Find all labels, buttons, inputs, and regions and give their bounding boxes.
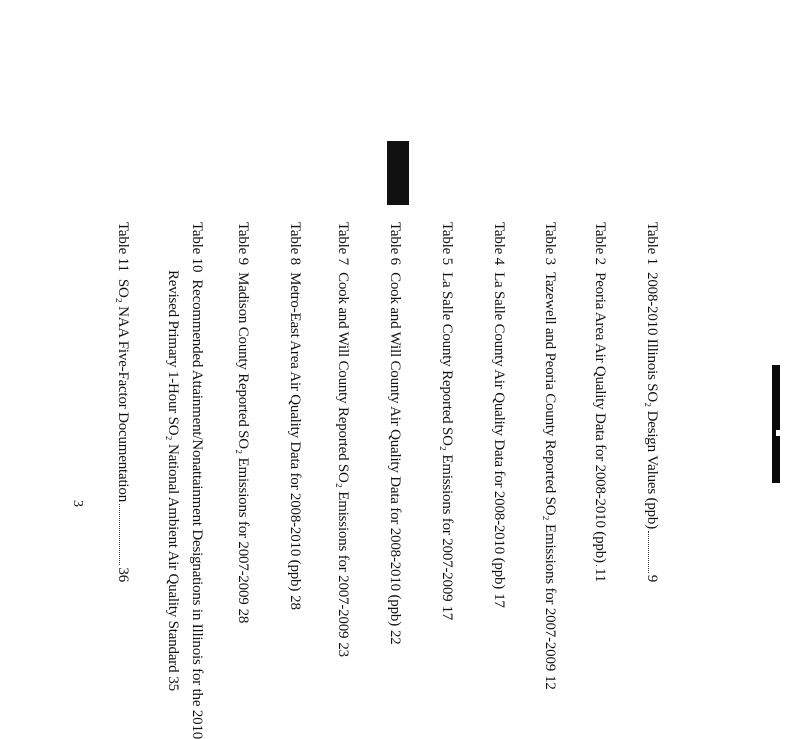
toc-entry-table-10-line1 [187,222,207,739]
toc-entry-table-8 [285,222,305,610]
entry-title-line2: Revised Primary 1-Hour SO₂ National Ambient Air Quality Standard [165,270,181,673]
entry-page: 17 [439,605,455,621]
entry-page: 17 [491,593,507,608]
page-number: 3 [70,500,85,507]
entry-label: Table 8 [287,222,303,265]
dot-leader [648,531,661,573]
toc-entry-table-11 [113,222,133,582]
entry-title: SO₂ NAA Five-Factor Documentation [115,278,131,502]
entry-label: Table 2 [592,222,608,265]
toc-entry-table-2 [590,222,610,582]
entry-title: Madison County Reported SO₂ Emissions for 2007-2009 [235,272,251,605]
entry-label: Table 10 [189,222,205,273]
toc-entry-table-3 [540,222,560,690]
entry-title-line1: Recommended Attainment/Nonattainment Designations in Illinois for the 2010 [189,279,205,739]
entry-page: 23 [335,642,351,657]
entry-page: 28 [287,595,303,610]
entry-page: 22 [387,630,403,645]
toc-entry-table-4 [489,222,509,608]
entry-title: La Salle County Reported SO₂ Emissions for 2007-2009 [439,272,455,602]
entry-title: Tazewell and Peoria County Reported SO₂ Emissions for 2007-2009 [542,272,558,672]
toc-entry-table-10-line2 [163,270,183,691]
entry-label: Table 5 [439,222,455,265]
entry-page: 12 [542,675,558,690]
entry-page: 36 [115,567,131,582]
entry-label: Table 11 [115,222,131,272]
entry-page: 9 [644,574,660,582]
entry-label: Table 7 [335,222,351,265]
entry-title: Peoria Area Air Quality Data for 2008-2010 (ppb) [592,272,608,563]
heading-wrap [387,141,409,205]
entry-label: Table 4 [491,222,507,265]
entry-label: Table 3 [542,222,558,265]
section-heading: Tables [387,141,409,205]
dot-leader [119,504,132,565]
dot-leader [596,565,609,566]
entry-title: Metro-East Area Air Quality Data for 2008-2010 (ppb) [287,272,303,592]
entry-label: Table 6 [387,222,403,265]
entry-title: 2008-2010 Illinois SO₂ Design Values (ppb) [644,272,660,530]
entry-page: 28 [235,608,251,624]
toc-entry-table-1 [642,222,662,582]
entry-page: 35 [165,676,181,691]
entry-label: Table 1 [644,222,660,265]
scan-artifact-notch [776,430,780,436]
entry-title: Cook and Will County Air Quality Data for 2008-2010 (ppb) [387,272,403,626]
entry-title: Cook and Will County Reported SO₂ Emissions for 2007-2009 [335,272,351,639]
scan-artifact-bar [772,365,780,483]
entry-title: La Salle County Air Quality Data for 2008-2010 (ppb) [491,272,507,590]
toc-entry-table-7 [333,222,353,657]
entry-label: Table 9 [235,222,251,265]
entry-page: 11 [592,567,608,582]
toc-entry-table-5 [437,222,457,621]
toc-entry-table-6 [385,222,405,645]
toc-entry-table-9 [233,222,253,624]
